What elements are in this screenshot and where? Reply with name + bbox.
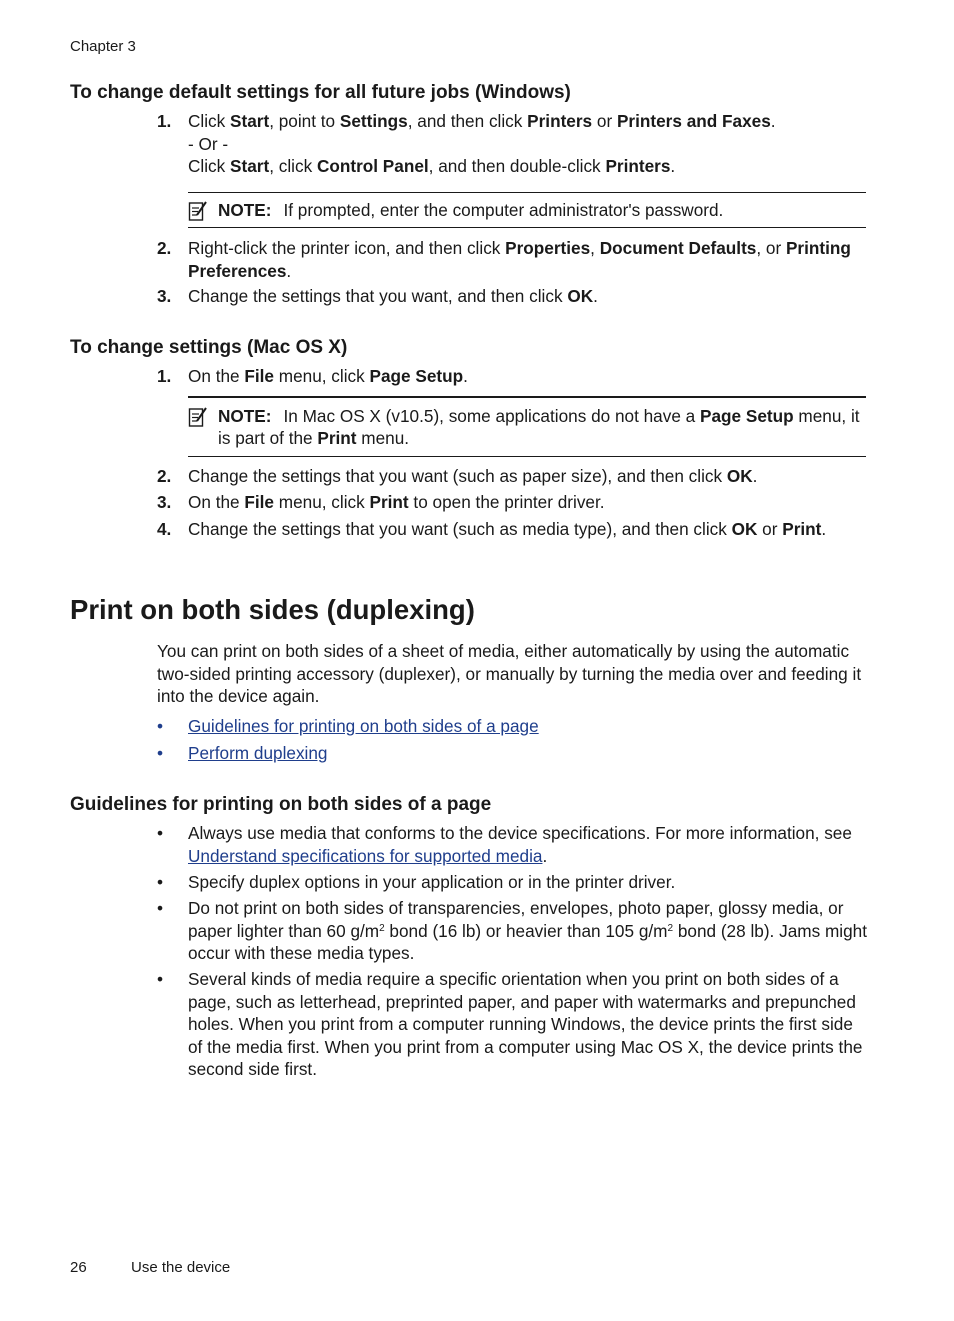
page-number: 26 xyxy=(70,1259,87,1276)
guidelines-link[interactable]: Guidelines for printing on both sides of a page xyxy=(188,716,539,736)
mac-step-1 xyxy=(157,365,867,388)
step-text: Change the settings that you want, and then click OK. xyxy=(188,286,598,306)
step-number: 1. xyxy=(157,111,172,131)
guideline-text: Specify duplex options in your application or in the printer driver. xyxy=(188,872,676,892)
bullet: • xyxy=(157,969,164,989)
note-icon xyxy=(188,406,208,428)
guideline-2 xyxy=(157,871,867,894)
windows-heading: To change default settings for all future jobs (Windows) xyxy=(70,82,571,103)
step-number: 1. xyxy=(157,366,172,386)
windows-step-1 xyxy=(157,110,867,178)
step-text-alt: Click Start, click Control Panel, and then double-click Printers. xyxy=(188,156,676,176)
specifications-link[interactable]: Understand specifications for supported media xyxy=(188,845,543,866)
step-number: 2. xyxy=(157,238,172,258)
bullet: • xyxy=(157,823,164,843)
guideline-text: Always use media that conforms to the device specifications. For more information, see Understand specifications for supported media. xyxy=(188,823,852,866)
mac-note xyxy=(188,396,866,457)
or-separator: - Or - xyxy=(188,133,229,154)
note-text: In Mac OS X (v10.5), some applications do not have a Page Setup menu, it is part of the Print menu. xyxy=(218,406,860,448)
bullet: • xyxy=(157,716,164,736)
mac-step-3 xyxy=(157,491,867,514)
note-icon xyxy=(188,200,208,222)
guideline-4 xyxy=(157,968,867,1081)
windows-step-3 xyxy=(157,285,867,308)
running-header: Chapter 3 xyxy=(70,38,136,55)
step-text: Right-click the printer icon, and then click Properties, Document Defaults, or Printing Preferences. xyxy=(188,238,851,281)
mac-step-4 xyxy=(157,518,867,541)
bullet: • xyxy=(157,898,164,918)
guidelines-heading: Guidelines for printing on both sides of a page xyxy=(70,794,492,815)
step-number: 4. xyxy=(157,519,172,539)
mac-step-2 xyxy=(157,465,867,488)
perform-duplexing-link[interactable]: Perform duplexing xyxy=(188,743,328,763)
footer-section: Use the device xyxy=(131,1259,231,1276)
mac-heading: To change settings (Mac OS X) xyxy=(70,337,348,358)
windows-step-2 xyxy=(157,237,867,282)
bullet: • xyxy=(157,743,164,763)
note-label: NOTE: xyxy=(218,406,272,426)
step-text: Click Start, point to Settings, and then click Printers or Printers and Faxes. xyxy=(188,111,776,131)
section-title: Print on both sides (duplexing) xyxy=(70,594,475,625)
step-number: 3. xyxy=(157,286,172,306)
guideline-3 xyxy=(157,897,867,965)
bullet: • xyxy=(157,872,164,892)
duplex-intro: You can print on both sides of a sheet of media, either automatically by using the automatic two-sided printing accessory (duplexer), or manually by turning the media over and feeding it into the device again. xyxy=(157,641,862,707)
step-text: On the File menu, click Page Setup. xyxy=(188,366,468,386)
guideline-text: Several kinds of media require a specific orientation when you print on both sides of a page, such as letterhead, preprinted paper, and paper with watermarks and prepunched holes. When you print from a computer running Windows, the device prints the first side of the media first. When you print from a computer using Mac OS X, the device prints the second side first. xyxy=(188,969,863,1079)
note-text: If prompted, enter the computer administrator's password. xyxy=(283,200,724,220)
step-text: Change the settings that you want (such as paper size), and then click OK. xyxy=(188,466,758,486)
step-number: 3. xyxy=(157,492,172,512)
windows-note xyxy=(188,192,866,228)
step-text: On the File menu, click Print to open the printer driver. xyxy=(188,492,605,512)
note-label: NOTE: xyxy=(218,200,272,220)
guideline-text: Do not print on both sides of transparencies, envelopes, photo paper, glossy media, or paper lighter than 60 $g/m^2$ bond (16 lb) or heavier than 105 $g/m^2$ bond (28 lb). Jams might occur with these media types. xyxy=(188,898,867,963)
guideline-1 xyxy=(157,822,867,867)
step-number: 2. xyxy=(157,466,172,486)
link-item-perform xyxy=(157,742,867,765)
link-item-guidelines xyxy=(157,715,867,738)
step-text: Change the settings that you want (such as media type), and then click OK or Print. xyxy=(188,519,827,539)
